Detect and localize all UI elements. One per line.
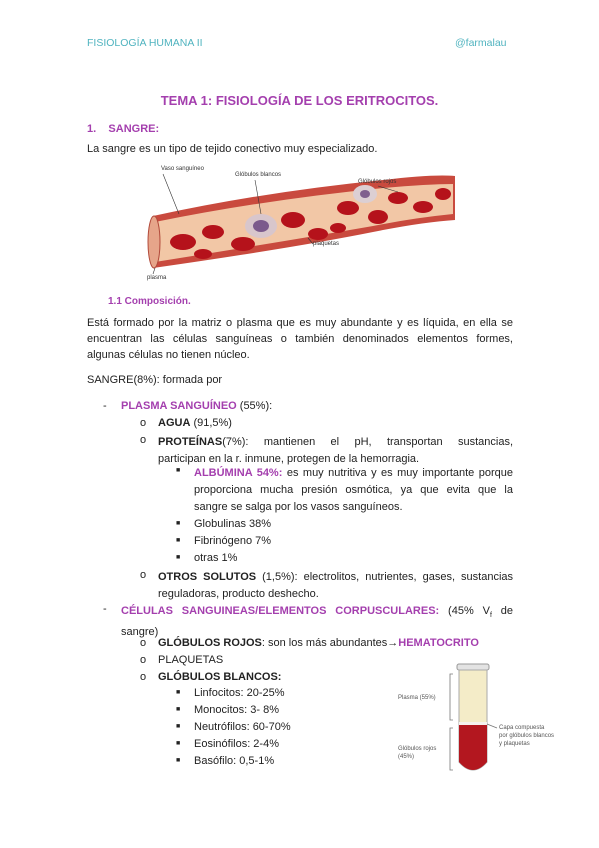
globulos-rojos-label: GLÓBULOS ROJOS <box>158 637 262 649</box>
otros-text: (1,5%): electrolitos, nutrientes, gases, sustancias <box>256 571 514 583</box>
proteinas-line1 <box>158 434 513 451</box>
plaquetas-item: PLAQUETAS <box>158 654 224 666</box>
circle-bullet: o <box>140 417 147 429</box>
celulas-sub: f <box>489 612 492 620</box>
test-tube-figure <box>395 662 575 780</box>
globulos-blancos-item: GLÓBULOS BLANCOS: <box>158 671 282 683</box>
section-title: SANGRE: <box>108 123 160 135</box>
tube-label-rojos1: Glóbulos rojos <box>398 746 437 752</box>
square-bullet: ■ <box>176 740 181 747</box>
celulas-de: de <box>491 605 513 617</box>
globulos-rojos-text: : son los más abundantes <box>261 637 388 649</box>
fig-label-plaquetas: plaquetas <box>313 241 340 247</box>
dash-bullet: - <box>103 400 107 412</box>
otras-item: otras 1% <box>194 552 238 564</box>
section-1-intro: La sangre es un tipo de tejido conectivo muy especializado. <box>87 143 378 155</box>
albumina-item <box>194 465 513 516</box>
celulas-line1 <box>121 603 513 624</box>
otros-line1 <box>158 569 513 586</box>
eosinofilos-item: Eosinófilos: 2-4% <box>194 738 279 750</box>
hematocrito-label: HEMATOCRITO <box>398 637 479 649</box>
section-number: 1. <box>87 123 97 135</box>
agua-item <box>158 417 232 429</box>
square-bullet: ■ <box>176 467 181 474</box>
section-1-heading <box>87 123 159 135</box>
square-bullet: ■ <box>176 554 181 561</box>
paragraph-composicion <box>87 315 513 363</box>
otros-label: OTROS SOLUTOS <box>158 571 257 583</box>
paragraph-line: Está formado por la matriz o plasma que es muy abundante y es líquida, en ella se <box>87 317 513 329</box>
arrow-icon: → <box>387 637 399 649</box>
square-bullet: ■ <box>176 757 181 764</box>
monocitos-item: Monocitos: 3- 8% <box>194 704 279 716</box>
circle-bullet: o <box>140 434 147 446</box>
albumina-line1 <box>194 465 513 482</box>
square-bullet: ■ <box>176 537 181 544</box>
proteinas-label: PROTEÍNAS <box>158 436 223 448</box>
agua-pct: (91,5%) <box>190 417 232 429</box>
subsection-heading: 1.1 Composición. <box>108 296 191 307</box>
celulas-line2: sangre) <box>121 626 159 639</box>
otros-solutos-item <box>158 569 513 603</box>
square-bullet: ■ <box>176 520 181 527</box>
paragraph-line: algunas células no tienen núcleo. <box>87 349 250 361</box>
page-title: TEMA 1: FISIOLOGÍA DE LOS ERITROCITOS. <box>160 93 439 108</box>
fig-label-rojos: Glóbulos rojos <box>358 179 397 185</box>
square-bullet: ■ <box>176 706 181 713</box>
tube-label-capa1: Capa compuesta <box>499 725 545 731</box>
circle-bullet: o <box>140 569 147 581</box>
page-header-left: FISIOLOGÍA HUMANA II <box>87 37 203 49</box>
paragraph-line: encuentran las células sanguíneas o también denominados elementos formes, <box>87 333 513 345</box>
page-header-right: @farmalau <box>455 37 507 49</box>
sangre-line: SANGRE(8%): formada por <box>87 374 223 386</box>
proteinas-item <box>158 434 513 468</box>
fig-label-blancos: Glóbulos blancos <box>235 172 282 178</box>
celulas-item <box>121 603 513 641</box>
plasma-label: PLASMA SANGUÍNEO <box>121 400 237 412</box>
celulas-pct: (45% V <box>439 605 490 617</box>
fig-label-vaso: Vaso sanguíneo <box>161 166 204 172</box>
linfocitos-item: Linfocitos: 20-25% <box>194 687 285 699</box>
tube-label-capa2: por glóbulos blancos <box>499 733 555 739</box>
celulas-label: CÉLULAS SANGUINEAS/ELEMENTOS CORPUSCULARES: <box>121 605 440 617</box>
albumina-text: es muy nutritiva y es muy importante porque <box>282 467 513 479</box>
circle-bullet: o <box>140 654 147 666</box>
circle-bullet: o <box>140 671 147 683</box>
tube-label-rojos2: (45%) <box>398 754 415 760</box>
fig-label-plasma: plasma <box>147 275 167 281</box>
globulinas-item: Globulinas 38% <box>194 518 272 530</box>
proteinas-text: (7%): mantienen el pH, transportan sustancias, <box>222 436 513 448</box>
tube-label-capa3: y plaquetas <box>499 741 530 747</box>
square-bullet: ■ <box>176 723 181 730</box>
plasma-item <box>121 400 272 412</box>
agua-label: AGUA <box>158 417 191 429</box>
plasma-pct: (55%): <box>236 400 273 412</box>
tube-label-plasma: Plasma (55%) <box>398 695 436 701</box>
neutrofilos-item: Neutrófilos: 60-70% <box>194 721 291 733</box>
albumina-label: ALBÚMINA 54%: <box>194 467 283 479</box>
globulos-rojos-item <box>158 637 479 649</box>
basofilo-item: Basófilo: 0,5-1% <box>194 755 275 767</box>
albumina-line3: sangre se salga por los vasos sanguíneos. <box>194 501 403 513</box>
proteinas-line2: participan en la r. inmune, protegen de la hemorragia. <box>158 453 420 465</box>
fibrinogeno-item: Fibrinógeno 7% <box>194 535 272 547</box>
dash-bullet: - <box>103 603 107 615</box>
blood-vessel-figure <box>143 162 461 286</box>
circle-bullet: o <box>140 637 147 649</box>
otros-line2: reguladoras, producto deshecho. <box>158 588 319 600</box>
square-bullet: ■ <box>176 689 181 696</box>
albumina-line2: proporciona mucha presión osmótica, ya que evita que la <box>194 484 513 496</box>
